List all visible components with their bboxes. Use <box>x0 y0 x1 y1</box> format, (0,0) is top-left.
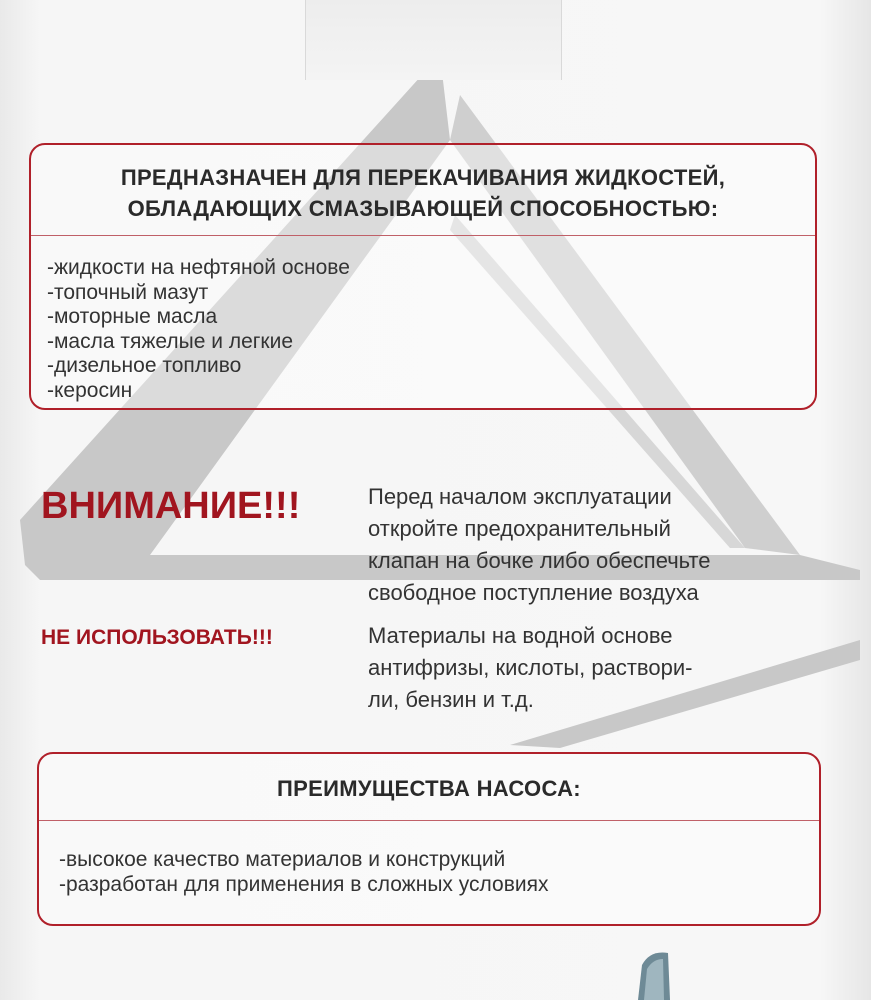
list-item: -топочный мазут <box>47 280 209 304</box>
list-item: -керосин <box>47 378 133 402</box>
list-item: -моторные масла <box>47 305 218 328</box>
purpose-title-line-2: ОБЛАДАЮЩИХ СМАЗЫВАЮЩЕЙ СПОСОБНОСТЬЮ: <box>127 196 719 221</box>
top-hang-tab <box>305 0 562 80</box>
prohibited-text <box>368 620 692 716</box>
purpose-box-header <box>31 145 815 236</box>
warning-label: ВНИМАНИЕ!!! <box>41 485 301 527</box>
prohibited-line: Материалы на водной основе <box>368 623 673 648</box>
prohibited-label: НЕ ИСПОЛЬЗОВАТЬ!!! <box>41 626 273 649</box>
purpose-title <box>31 162 815 224</box>
advantages-title: ПРЕИМУЩЕСТВА НАСОСА: <box>277 776 581 801</box>
list-item: -разработан для применения в сложных условиях <box>59 872 549 896</box>
warning-text <box>368 481 710 609</box>
purpose-box <box>29 143 817 410</box>
warning-line: свободное поступление воздуха <box>368 580 699 605</box>
list-item: -масла тяжелые и легкие <box>47 329 294 353</box>
pump-image-fragment <box>630 945 680 1000</box>
warning-line: откройте предохранительный <box>368 516 671 541</box>
advantages-box-header <box>39 754 819 821</box>
prohibited-line: антифризы, кислоты, раствори- <box>368 655 693 680</box>
advantages-box <box>37 752 821 926</box>
advantages-list <box>59 848 548 897</box>
purpose-title-line-1: ПРЕДНАЗНАЧЕН ДЛЯ ПЕРЕКАЧИВАНИЯ ЖИДКОСТЕЙ, <box>120 165 726 190</box>
warning-line: Перед началом эксплуатации <box>368 484 672 509</box>
fluids-list <box>47 256 350 403</box>
list-item: -дизельное топливо <box>47 354 242 377</box>
warning-line: клапан на бочке либо обеспечьте <box>368 548 711 573</box>
list-item: -жидкости на нефтяной основе <box>47 256 350 279</box>
prohibited-line: ли, бензин и т.д. <box>368 687 534 712</box>
list-item: -высокое качество материалов и конструкций <box>59 848 506 871</box>
